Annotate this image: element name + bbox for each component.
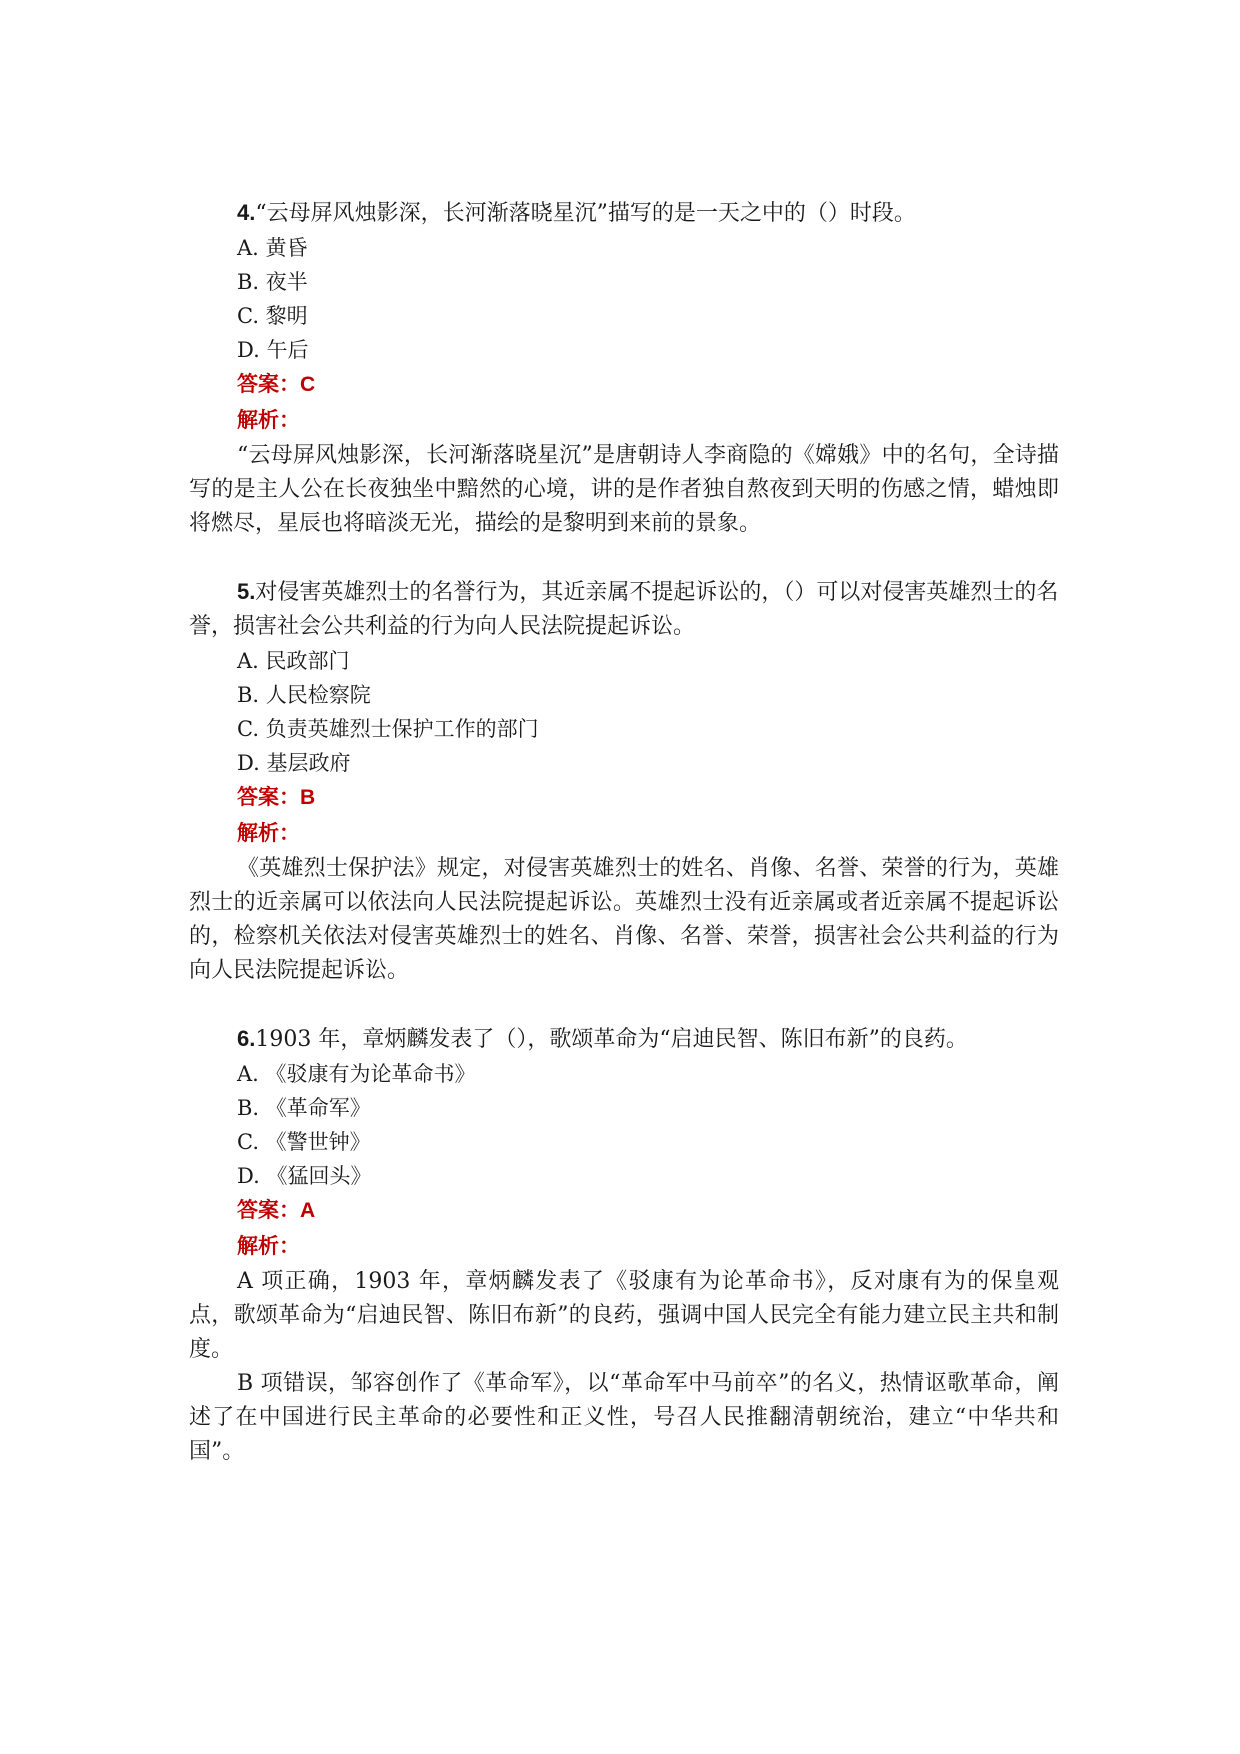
question-stem bbox=[189, 575, 1059, 644]
question-number: 5. bbox=[237, 579, 256, 604]
option-b: B. 《革命军》 bbox=[237, 1096, 371, 1120]
option-c: C. 负责英雄烈士保护工作的部门 bbox=[237, 717, 539, 741]
analysis-paragraph: “云母屏风烛影深，长河渐落晓星沉”是唐朝诗人李商隐的《嫦娥》中的名句，全诗描写的是主人公在长夜独坐中黯然的心境，讲的是作者独自熬夜到天明的伤感之情，蜡烛即将燃尽，星辰也将暗淡无光，描绘的是黎明到来前的景象。 bbox=[189, 443, 1059, 536]
option-b: B. 夜半 bbox=[237, 270, 308, 294]
spacer bbox=[189, 988, 1059, 1022]
document-page bbox=[189, 196, 1059, 1469]
analysis-label: 解析： bbox=[237, 409, 300, 432]
option-c: C. 黎明 bbox=[237, 304, 308, 328]
answer-label: 答案：C bbox=[237, 373, 316, 396]
question-number: 6. bbox=[237, 1026, 256, 1051]
option-a: A. 民政部门 bbox=[237, 649, 350, 673]
option-a: A. 黄昏 bbox=[237, 236, 308, 260]
analysis-paragraph: A 项正确，1903 年，章炳麟发表了《驳康有为论革命书》，反对康有为的保皇观点，歌颂革命为“启迪民智、陈旧布新”的良药，强调中国人民完全有能力建立民主共和制度。 bbox=[189, 1269, 1059, 1362]
option-list bbox=[189, 644, 1059, 780]
question-5 bbox=[189, 575, 1059, 988]
answer-label: 答案：A bbox=[237, 1199, 316, 1222]
option-d: D. 《猛回头》 bbox=[237, 1164, 372, 1188]
option-b: B. 人民检察院 bbox=[237, 683, 371, 707]
option-list bbox=[189, 1057, 1059, 1193]
question-stem bbox=[189, 1022, 1059, 1057]
answer-label: 答案：B bbox=[237, 786, 316, 809]
question-4 bbox=[189, 196, 1059, 541]
option-a: A. 《驳康有为论革命书》 bbox=[237, 1062, 476, 1086]
question-text: “云母屏风烛影深，长河渐落晓星沉”描写的是一天之中的（）时段。 bbox=[255, 201, 916, 226]
analysis-paragraph: B 项错误，邹容创作了《革命军》，以“革命军中马前卒”的名义，热情讴歌革命，阐述了在中国进行民主革命的必要性和正义性，号召人民推翻清朝统治，建立“中华共和国”。 bbox=[189, 1371, 1059, 1464]
question-stem bbox=[189, 196, 1059, 231]
option-d: D. 基层政府 bbox=[237, 751, 351, 775]
question-text: 1903 年，章炳麟发表了（），歌颂革命为“启迪民智、陈旧布新”的良药。 bbox=[255, 1027, 968, 1052]
spacer bbox=[189, 541, 1059, 575]
option-c: C. 《警世钟》 bbox=[237, 1130, 371, 1154]
option-d: D. 午后 bbox=[237, 338, 309, 362]
question-number: 4. bbox=[237, 200, 256, 225]
analysis-paragraph: 《英雄烈士保护法》规定，对侵害英雄烈士的姓名、肖像、名誉、荣誉的行为，英雄烈士的近亲属可以依法向人民法院提起诉讼。英雄烈士没有近亲属或者近亲属不提起诉讼的，检察机关依法对侵害英雄烈士的姓名、肖像、名誉、荣誉，损害社会公共利益的行为向人民法院提起诉讼。 bbox=[189, 856, 1059, 983]
question-text: 对侵害英雄烈士的名誉行为，其近亲属不提起诉讼的，（）可以对侵害英雄烈士的名誉，损害社会公共利益的行为向人民法院提起诉讼。 bbox=[189, 580, 1059, 639]
question-6 bbox=[189, 1022, 1059, 1469]
option-list bbox=[189, 231, 1059, 367]
analysis-label: 解析： bbox=[237, 822, 300, 845]
analysis-label: 解析： bbox=[237, 1235, 300, 1258]
